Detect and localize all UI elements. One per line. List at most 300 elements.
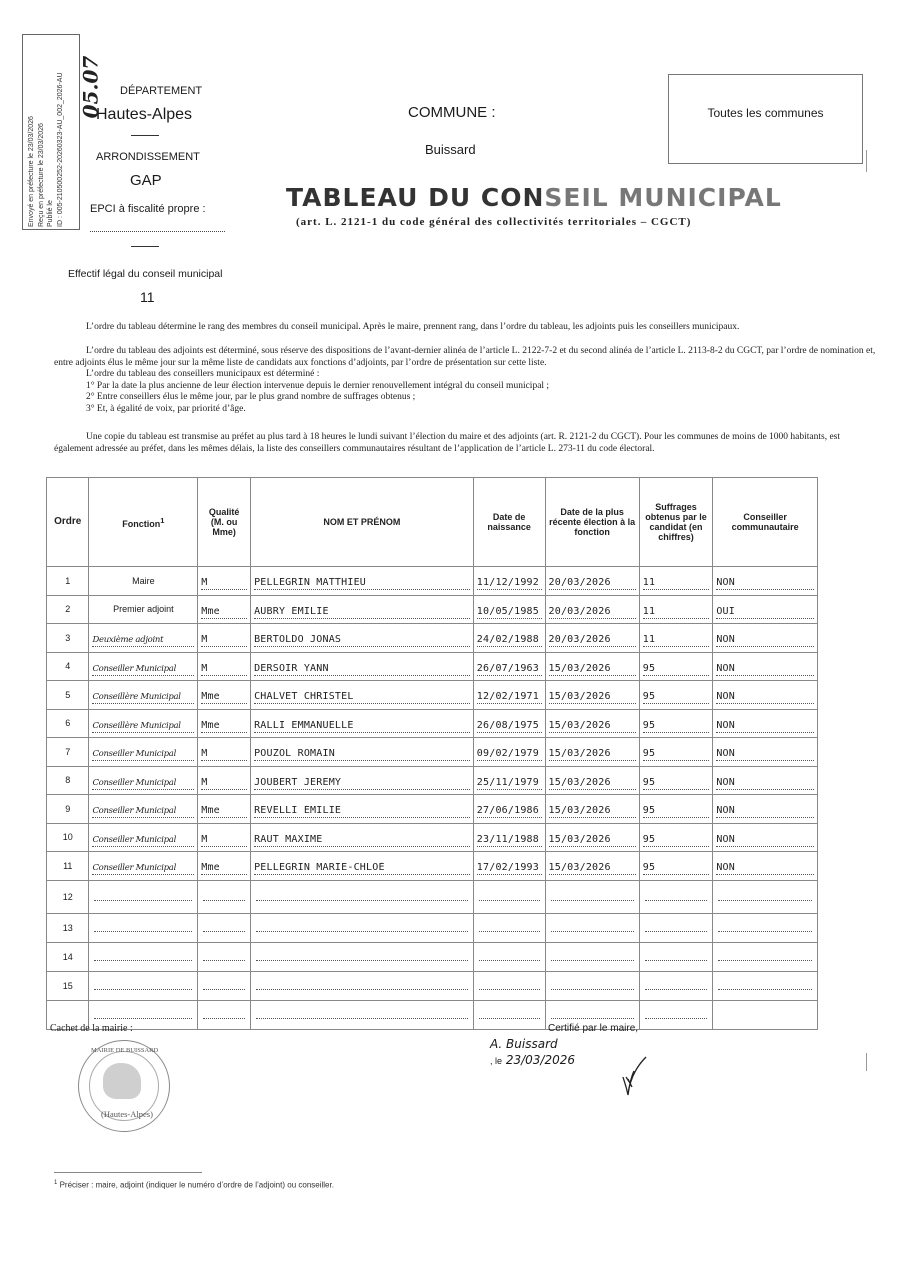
cell-fonction bbox=[89, 823, 198, 852]
cell-election-value: 15/03/2026 bbox=[549, 777, 636, 790]
all-communes-label: Toutes les communes bbox=[707, 106, 824, 120]
adjoints-order-text: L’ordre du tableau des adjoints est déterminé, sous réserve des dispositions de l’avant-dernier alinéa de l’article L. 2122-7-2 et du second alinéa de l’article L. 2113-8-2 du CGCT, par l’ordre de nomination et, entre adjoints élus le même jour sur la même liste de candidats aux fonctions d’adjoints, par l’ordre de présentation sur cette liste. bbox=[54, 346, 876, 368]
cell-qualite-value: M bbox=[201, 663, 247, 676]
cell-empty bbox=[545, 880, 639, 913]
cell-qualite-value: Mme bbox=[201, 720, 247, 733]
cell-naissance-value: 17/02/1993 bbox=[477, 862, 542, 875]
cell-qualite-value: M bbox=[201, 634, 247, 647]
cell-ordre: 7 bbox=[47, 738, 89, 767]
cell-qualite-value: M bbox=[201, 834, 247, 847]
cell-ordre: 14 bbox=[47, 942, 89, 971]
dotted-fill bbox=[718, 923, 812, 932]
rule-1: 1° Par la date la plus ancienne de leur élection intervenue depuis le dernier renouvellement intégral du conseil municipal ; bbox=[86, 380, 550, 391]
cell-qualite bbox=[198, 567, 251, 596]
cell-suffrages bbox=[639, 823, 713, 852]
stamp-handwritten-number: 05.07 bbox=[78, 55, 103, 119]
cell-qualite bbox=[198, 595, 251, 624]
effectif-label: Effectif légal du conseil municipal bbox=[68, 268, 223, 280]
dotted-fill bbox=[551, 923, 634, 932]
effectif-value: 11 bbox=[140, 289, 155, 305]
dotted-fill bbox=[645, 981, 708, 990]
cell-naissance-value: 11/12/1992 bbox=[477, 577, 542, 590]
cell-qualite bbox=[198, 709, 251, 738]
cell-communautaire bbox=[713, 595, 818, 624]
cell-empty bbox=[473, 913, 545, 942]
cell-fonction bbox=[89, 852, 198, 881]
cell-empty bbox=[545, 942, 639, 971]
cell-suffrages bbox=[639, 738, 713, 767]
cell-ordre: 10 bbox=[47, 823, 89, 852]
cell-communautaire-value: NON bbox=[716, 577, 814, 590]
dotted-fill bbox=[94, 923, 192, 932]
cell-fonction bbox=[89, 738, 198, 767]
cell-empty bbox=[89, 913, 198, 942]
cell-communautaire bbox=[713, 709, 818, 738]
cell-ordre: 6 bbox=[47, 709, 89, 738]
cell-election bbox=[545, 823, 639, 852]
cell-suffrages bbox=[639, 681, 713, 710]
header-naissance: Date de naissance bbox=[473, 478, 545, 567]
cell-election-value: 15/03/2026 bbox=[549, 834, 636, 847]
cell-communautaire-value: NON bbox=[716, 805, 814, 818]
dotted-fill bbox=[203, 923, 245, 932]
certified-place: A. Buissard bbox=[490, 1037, 558, 1051]
cell-naissance bbox=[473, 852, 545, 881]
page-title bbox=[286, 183, 782, 212]
dotted-fill bbox=[479, 923, 540, 932]
dotted-fill bbox=[256, 892, 468, 901]
cell-naissance bbox=[473, 681, 545, 710]
cell-suffrages-value: 95 bbox=[643, 720, 710, 733]
cell-naissance-value: 27/06/1986 bbox=[477, 805, 542, 818]
cell-naissance bbox=[473, 652, 545, 681]
title-part1: TABLEAU DU CON bbox=[286, 183, 545, 212]
cell-qualite bbox=[198, 852, 251, 881]
stamp-sent-line: Envoyé en préfecture le 23/03/2026 bbox=[28, 116, 35, 227]
cell-nom bbox=[251, 709, 474, 738]
cell-empty bbox=[198, 942, 251, 971]
cell-empty bbox=[713, 1000, 818, 1029]
cell-naissance bbox=[473, 766, 545, 795]
rule-2: 2° Entre conseillers élus le même jour, par le plus grand nombre de suffrages obtenus ; bbox=[86, 392, 416, 402]
cell-suffrages-value: 95 bbox=[643, 748, 710, 761]
all-communes-box bbox=[668, 74, 863, 164]
cell-naissance-value: 24/02/1988 bbox=[477, 634, 542, 647]
cell-ordre: 4 bbox=[47, 652, 89, 681]
cell-suffrages bbox=[639, 852, 713, 881]
cell-communautaire bbox=[713, 681, 818, 710]
cell-election bbox=[545, 709, 639, 738]
cell-empty bbox=[473, 942, 545, 971]
departement-name: Hautes-Alpes bbox=[96, 106, 193, 123]
cell-election bbox=[545, 681, 639, 710]
cell-empty bbox=[639, 942, 713, 971]
cell-naissance bbox=[473, 595, 545, 624]
cell-election-value: 20/03/2026 bbox=[549, 577, 636, 590]
table-row bbox=[47, 852, 818, 881]
cell-fonction-value: Conseillère Municipal bbox=[92, 720, 194, 733]
cell-communautaire bbox=[713, 823, 818, 852]
cell-nom bbox=[251, 795, 474, 824]
cell-empty bbox=[89, 880, 198, 913]
table-row bbox=[47, 823, 818, 852]
epci-dotted-line bbox=[90, 231, 225, 232]
prefecture-stamp bbox=[22, 34, 103, 230]
cell-suffrages bbox=[639, 766, 713, 795]
cell-fonction-value: Conseiller Municipal bbox=[92, 805, 194, 818]
header-qualite: Qualité (M. ou Mme) bbox=[198, 478, 251, 567]
cell-fonction-value: Conseiller Municipal bbox=[92, 663, 194, 676]
cell-communautaire bbox=[713, 795, 818, 824]
cell-election bbox=[545, 624, 639, 653]
cell-qualite bbox=[198, 823, 251, 852]
commune-label: COMMUNE : bbox=[408, 104, 496, 121]
footnote-number: 1 bbox=[54, 1180, 58, 1186]
cell-ordre: 1 bbox=[47, 567, 89, 596]
cell-election bbox=[545, 738, 639, 767]
cell-communautaire bbox=[713, 567, 818, 596]
cell-nom-value: PELLEGRIN MATTHIEU bbox=[254, 577, 470, 590]
cell-qualite-value: Mme bbox=[201, 691, 247, 704]
table-row bbox=[47, 709, 818, 738]
table-row bbox=[47, 681, 818, 710]
footnote-text: Préciser : maire, adjoint (indiquer le numéro d’ordre de l’adjoint) ou conseiller. bbox=[59, 1180, 334, 1190]
cell-empty bbox=[713, 913, 818, 942]
cell-fonction-value: Conseiller Municipal bbox=[92, 777, 194, 790]
cell-fonction-value: Deuxième adjoint bbox=[92, 634, 194, 647]
cell-naissance bbox=[473, 795, 545, 824]
cell-election bbox=[545, 766, 639, 795]
cell-empty bbox=[639, 1000, 713, 1029]
cell-suffrages-value: 95 bbox=[643, 834, 710, 847]
cell-suffrages-value: 11 bbox=[643, 634, 710, 647]
cell-fonction bbox=[89, 709, 198, 738]
cell-suffrages-value: 95 bbox=[643, 862, 710, 875]
cell-empty bbox=[545, 971, 639, 1000]
dotted-fill bbox=[256, 923, 468, 932]
cell-suffrages bbox=[639, 595, 713, 624]
cell-fonction bbox=[89, 795, 198, 824]
cell-nom bbox=[251, 823, 474, 852]
cell-empty bbox=[198, 971, 251, 1000]
cell-naissance-value: 09/02/1979 bbox=[477, 748, 542, 761]
cachet-label: Cachet de la mairie : bbox=[50, 1023, 133, 1034]
cell-naissance-value: 23/11/1988 bbox=[477, 834, 542, 847]
cell-election-value: 15/03/2026 bbox=[549, 663, 636, 676]
page-subtitle: (art. L. 2121-1 du code général des collectivités territoriales – CGCT) bbox=[296, 216, 692, 228]
cell-election-value: 20/03/2026 bbox=[549, 606, 636, 619]
cell-suffrages bbox=[639, 795, 713, 824]
council-table bbox=[46, 477, 818, 1030]
dotted-fill bbox=[645, 923, 708, 932]
cell-suffrages-value: 11 bbox=[643, 606, 710, 619]
cell-suffrages-value: 11 bbox=[643, 577, 710, 590]
mayor-signature-icon bbox=[620, 1055, 650, 1097]
cell-naissance-value: 25/11/1979 bbox=[477, 777, 542, 790]
cell-fonction bbox=[89, 766, 198, 795]
footnote-ref: 1 bbox=[160, 515, 165, 525]
rule-3: 3° Et, à égalité de voix, par priorité d’âge. bbox=[86, 403, 246, 414]
cell-qualite-value: Mme bbox=[201, 862, 247, 875]
cell-ordre: 15 bbox=[47, 971, 89, 1000]
cell-election bbox=[545, 652, 639, 681]
table-row-empty bbox=[47, 913, 818, 942]
cell-suffrages-value: 95 bbox=[643, 805, 710, 818]
dotted-fill bbox=[94, 952, 192, 961]
cell-nom-value: POUZOL ROMAIN bbox=[254, 748, 470, 761]
cell-fonction-value: Conseiller Municipal bbox=[92, 862, 194, 875]
cell-nom bbox=[251, 738, 474, 767]
conseillers-order-text: L’ordre du tableau des conseillers municipaux est déterminé : bbox=[86, 369, 320, 379]
cell-nom bbox=[251, 595, 474, 624]
cell-qualite-value: Mme bbox=[201, 805, 247, 818]
cell-nom bbox=[251, 681, 474, 710]
cell-election-value: 15/03/2026 bbox=[549, 862, 636, 875]
cell-election bbox=[545, 852, 639, 881]
prefecture-stamp-text bbox=[23, 35, 81, 231]
certified-date-line bbox=[490, 1053, 575, 1067]
cell-nom-value: JOUBERT JEREMY bbox=[254, 777, 470, 790]
table-row bbox=[47, 738, 818, 767]
cell-suffrages bbox=[639, 652, 713, 681]
cell-nom bbox=[251, 624, 474, 653]
cell-qualite-value: M bbox=[201, 577, 247, 590]
cell-empty bbox=[89, 971, 198, 1000]
cell-election bbox=[545, 795, 639, 824]
cell-communautaire-value: NON bbox=[716, 663, 814, 676]
cell-election-value: 15/03/2026 bbox=[549, 748, 636, 761]
cell-nom-value: DERSOIR YANN bbox=[254, 663, 470, 676]
cell-naissance bbox=[473, 738, 545, 767]
cell-nom-value: BERTOLDO JONAS bbox=[254, 634, 470, 647]
cell-naissance bbox=[473, 823, 545, 852]
stamp-published-line: Publié le bbox=[47, 200, 54, 227]
cell-communautaire-value: NON bbox=[716, 634, 814, 647]
cell-naissance bbox=[473, 567, 545, 596]
dotted-fill bbox=[551, 981, 634, 990]
cell-naissance-value: 10/05/1985 bbox=[477, 606, 542, 619]
table-row bbox=[47, 595, 818, 624]
cell-fonction-value: Conseiller Municipal bbox=[92, 834, 194, 847]
cell-qualite bbox=[198, 738, 251, 767]
margin-mark bbox=[866, 1053, 867, 1071]
cell-fonction: Premier adjoint bbox=[89, 595, 198, 624]
departement-label: DÉPARTEMENT bbox=[120, 85, 203, 97]
mairie-seal bbox=[78, 1040, 170, 1132]
table-row bbox=[47, 795, 818, 824]
cell-qualite bbox=[198, 681, 251, 710]
cell-communautaire bbox=[713, 766, 818, 795]
cell-election bbox=[545, 595, 639, 624]
order-rules bbox=[54, 346, 876, 415]
cell-empty bbox=[713, 880, 818, 913]
dotted-fill bbox=[203, 952, 245, 961]
cell-naissance-value: 12/02/1971 bbox=[477, 691, 542, 704]
cell-fonction-value: Conseillère Municipal bbox=[92, 691, 194, 704]
arrondissement-name: GAP bbox=[130, 172, 162, 189]
dotted-fill bbox=[94, 981, 192, 990]
table-row-empty bbox=[47, 880, 818, 913]
cell-qualite bbox=[198, 652, 251, 681]
dotted-fill bbox=[645, 892, 708, 901]
table-header-row bbox=[47, 478, 818, 567]
footnote bbox=[54, 1180, 334, 1190]
dotted-fill bbox=[551, 892, 634, 901]
dotted-fill bbox=[645, 1010, 708, 1019]
cell-empty bbox=[251, 913, 474, 942]
cell-communautaire bbox=[713, 624, 818, 653]
cell-communautaire-value: OUI bbox=[716, 606, 814, 619]
table-row bbox=[47, 567, 818, 596]
dotted-fill bbox=[718, 952, 812, 961]
cell-communautaire-value: NON bbox=[716, 834, 814, 847]
cell-communautaire bbox=[713, 652, 818, 681]
intro-paragraph: L’ordre du tableau détermine le rang des membres du conseil municipal. Après le maire, prennent rang, dans l’ordre du tableau, les adjoints puis les conseillers municipaux. bbox=[86, 322, 740, 332]
cell-nom-value: REVELLI ÉMILIE bbox=[254, 805, 470, 818]
cell-empty bbox=[639, 880, 713, 913]
cell-empty bbox=[89, 942, 198, 971]
certified-label: Certifié par le maire, bbox=[548, 1023, 639, 1034]
cell-communautaire-value: NON bbox=[716, 691, 814, 704]
cell-ordre: 5 bbox=[47, 681, 89, 710]
cell-qualite bbox=[198, 766, 251, 795]
dotted-fill bbox=[256, 952, 468, 961]
cell-communautaire-value: NON bbox=[716, 720, 814, 733]
cell-election-value: 15/03/2026 bbox=[549, 720, 636, 733]
cell-naissance-value: 26/07/1963 bbox=[477, 663, 542, 676]
dotted-fill bbox=[645, 952, 708, 961]
dotted-fill bbox=[94, 892, 192, 901]
table-row-empty bbox=[47, 1000, 818, 1029]
arrondissement-label: ARRONDISSEMENT bbox=[96, 151, 200, 163]
cell-naissance bbox=[473, 709, 545, 738]
cell-empty bbox=[251, 880, 474, 913]
cell-qualite-value: M bbox=[201, 777, 247, 790]
cell-suffrages bbox=[639, 709, 713, 738]
cell-communautaire bbox=[713, 852, 818, 881]
cell-ordre: 8 bbox=[47, 766, 89, 795]
footnote-separator bbox=[54, 1172, 202, 1173]
dotted-fill bbox=[479, 952, 540, 961]
dotted-fill bbox=[203, 892, 245, 901]
dotted-fill bbox=[203, 1010, 245, 1019]
cell-empty bbox=[251, 942, 474, 971]
cell-fonction: Maire bbox=[89, 567, 198, 596]
cell-suffrages bbox=[639, 567, 713, 596]
cell-empty bbox=[545, 913, 639, 942]
header-suffrages: Suffrages obtenus par le candidat (en chiffres) bbox=[639, 478, 713, 567]
cell-nom bbox=[251, 852, 474, 881]
header-fonction-label: Fonction bbox=[122, 518, 161, 529]
epci-label: EPCI à fiscalité propre : bbox=[90, 203, 206, 215]
cell-nom-value: CHALVET CHRISTEL bbox=[254, 691, 470, 704]
cell-suffrages-value: 95 bbox=[643, 777, 710, 790]
table-row-empty bbox=[47, 971, 818, 1000]
dotted-fill bbox=[551, 952, 634, 961]
stamp-id-line: ID : 005-210500252-20260323-AU_002_2026-AU bbox=[56, 72, 64, 227]
cell-qualite bbox=[198, 624, 251, 653]
cell-empty bbox=[251, 1000, 474, 1029]
cell-nom-value: AUBRY ÉMILIE bbox=[254, 606, 470, 619]
dotted-fill bbox=[479, 1010, 540, 1019]
certified-date: 23/03/2026 bbox=[505, 1053, 576, 1067]
table-row bbox=[47, 766, 818, 795]
transmission-paragraph: Une copie du tableau est transmise au préfet au plus tard à 18 heures le lundi suivant l’élection du maire et des adjoints (art. R. 2121-2 du CGCT). Pour les communes de moins de 1000 habitants, est également adressée au préfet, dans les mêmes délais, la liste des conseillers communautaires résultant de l’application de l’article L. 273-11 du code électoral. bbox=[54, 432, 841, 454]
commune-name: Buissard bbox=[425, 142, 476, 157]
cell-naissance bbox=[473, 624, 545, 653]
cell-empty bbox=[713, 971, 818, 1000]
table-row bbox=[47, 652, 818, 681]
cell-fonction bbox=[89, 652, 198, 681]
cell-nom bbox=[251, 652, 474, 681]
cell-communautaire-value: NON bbox=[716, 748, 814, 761]
header-election: Date de la plus récente élection à la fonction bbox=[545, 478, 639, 567]
dotted-fill bbox=[94, 1010, 192, 1019]
stamp-received-line: Reçu en préfecture le 23/03/2026 bbox=[37, 123, 45, 227]
cell-election-value: 15/03/2026 bbox=[549, 691, 636, 704]
cell-suffrages-value: 95 bbox=[643, 663, 710, 676]
separator bbox=[131, 246, 159, 247]
cell-nom-value: RALLI EMMANUELLE bbox=[254, 720, 470, 733]
header-nom: NOM ET PRÉNOM bbox=[251, 478, 474, 567]
header-communautaire: Conseiller communautaire bbox=[713, 478, 818, 567]
cell-empty bbox=[639, 971, 713, 1000]
cell-suffrages-value: 95 bbox=[643, 691, 710, 704]
cell-fonction-value: Conseiller Municipal bbox=[92, 748, 194, 761]
cell-ordre: 9 bbox=[47, 795, 89, 824]
cell-ordre: 12 bbox=[47, 880, 89, 913]
cell-ordre: 3 bbox=[47, 624, 89, 653]
cell-election bbox=[545, 567, 639, 596]
cell-empty bbox=[473, 1000, 545, 1029]
cell-ordre: 13 bbox=[47, 913, 89, 942]
certified-le: , le bbox=[490, 1056, 503, 1066]
cell-empty bbox=[473, 880, 545, 913]
dotted-fill bbox=[479, 892, 540, 901]
title-part2: SEIL MUNICIPAL bbox=[544, 183, 782, 212]
cell-empty bbox=[198, 880, 251, 913]
cell-qualite-value: Mme bbox=[201, 606, 247, 619]
dotted-fill bbox=[718, 892, 812, 901]
cell-empty bbox=[713, 942, 818, 971]
cell-ordre: 2 bbox=[47, 595, 89, 624]
dotted-fill bbox=[718, 981, 812, 990]
table-row-empty bbox=[47, 942, 818, 971]
cell-naissance-value: 26/08/1975 bbox=[477, 720, 542, 733]
cell-nom-value: RAUT MAXIME bbox=[254, 834, 470, 847]
cell-qualite bbox=[198, 795, 251, 824]
cell-qualite-value: M bbox=[201, 748, 247, 761]
cell-nom-value: PELLEGRIN MARIE-CHLOÉ bbox=[254, 862, 470, 875]
cell-election-value: 15/03/2026 bbox=[549, 805, 636, 818]
margin-mark bbox=[866, 150, 867, 172]
header-fonction bbox=[89, 478, 198, 567]
cell-empty bbox=[473, 971, 545, 1000]
cell-communautaire-value: NON bbox=[716, 777, 814, 790]
dotted-fill bbox=[256, 981, 468, 990]
table-row bbox=[47, 624, 818, 653]
cell-nom bbox=[251, 766, 474, 795]
cell-fonction bbox=[89, 624, 198, 653]
cell-nom bbox=[251, 567, 474, 596]
seal-top-text: MAIRIE DE BUISSARD bbox=[91, 1047, 159, 1054]
cell-ordre: 11 bbox=[47, 852, 89, 881]
cell-empty bbox=[198, 1000, 251, 1029]
dotted-fill bbox=[203, 981, 245, 990]
dotted-fill bbox=[479, 981, 540, 990]
seal-emblem-icon bbox=[103, 1063, 141, 1099]
cell-fonction bbox=[89, 681, 198, 710]
